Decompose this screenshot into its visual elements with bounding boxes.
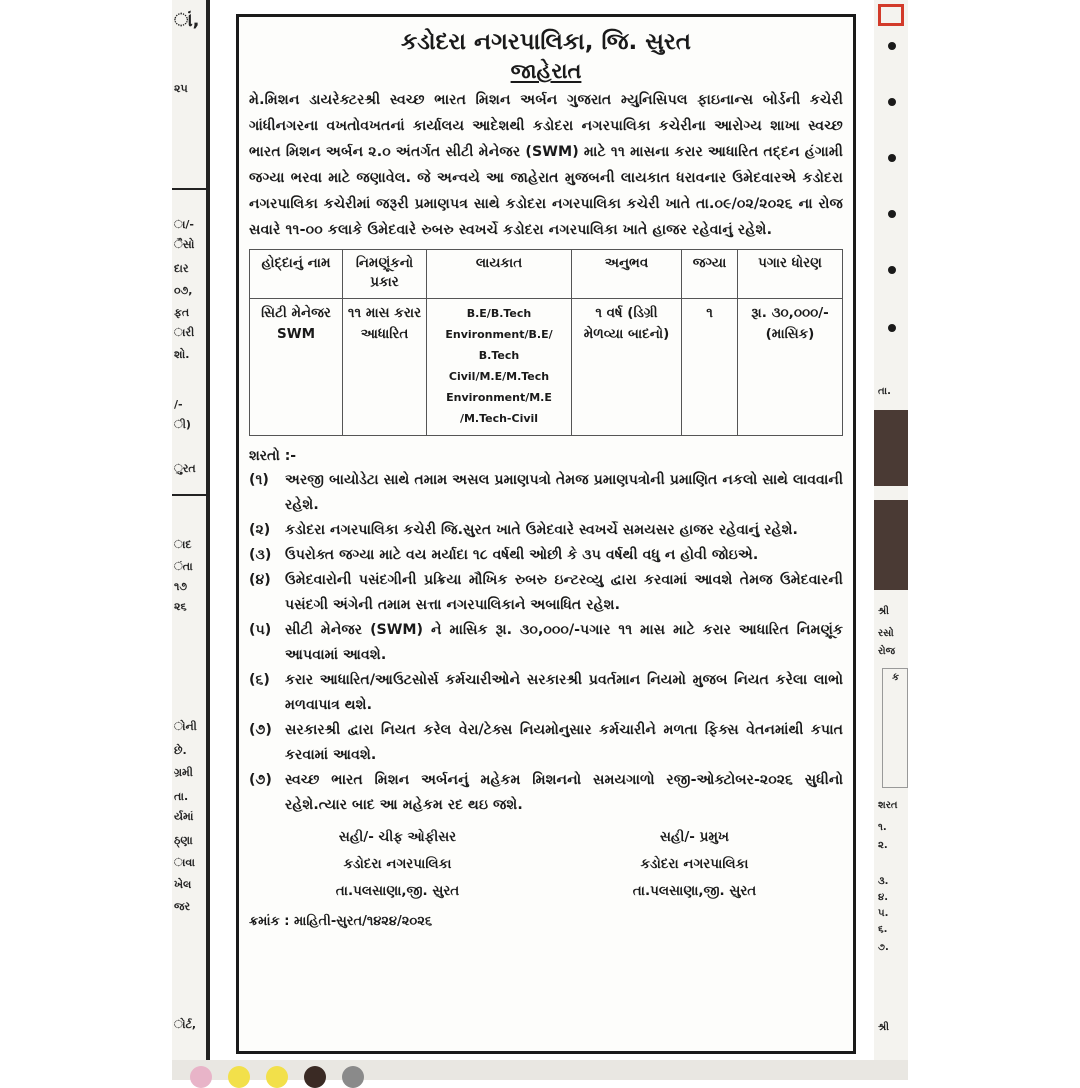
term-text: ઉમેદવારોની પસંદગીની પ્રક્રિયા મૌખિક રુબરુ ઇન્ટરવ્યુ દ્વારા કરવામાં આવશે તેમજ ઉમેદવારની પસંદગી અંગેની તમામ સત્તા નગરપાલિકાને અબાધિત રહેશ. [285,572,843,613]
signature-line: કડોદરા નગરપાલિકા [343,856,452,872]
cell-post: સિટી મેનેજર SWM [250,299,343,436]
term-number: (૩) [249,547,272,563]
advertisement [236,14,856,1054]
vacancy-table [249,249,843,436]
reference-number: ક્રમાંક : માહિતી-સુરત/૧૪૨૪/૨૦૨૬ [249,914,433,929]
terms-list [249,468,843,818]
term-text: સરકારશ્રી દ્વારા નિયત કરેલ વેરા/ટેક્સ નિયમોનુસાર કર્મચારીને મળતા ફિક્સ વેતનમાંથી કપાત કરવામાં આવશે. [285,722,843,763]
term-item [249,543,843,568]
left-fragment: ફત [174,306,190,319]
color-dot [342,1066,364,1088]
right-table-fragment [882,668,908,788]
bullet-icon [888,154,896,162]
cell-qualification: B.E/B.Tech Environment/B.E/ B.Tech Civil/M.E/M.Tech Environment/M.E /M.Tech-Civil [427,299,572,436]
term-text: અરજી બાયોડેટા સાથે તમામ અસલ પ્રમાણપત્રો તેમજ પ્રમાણપત્રોની પ્રમાણિત નકલો સાથે લાવવાની રહેશે. [285,472,843,513]
left-fragment: ૨૬ [174,600,187,613]
left-fragment: ી) [174,418,191,431]
color-dot [228,1066,250,1088]
color-dot [304,1066,326,1088]
bullet-icon [888,210,896,218]
term-number: (૧) [249,472,269,488]
term-item [249,518,843,543]
left-fragment: ોર્ટ, [174,1018,197,1031]
term-number: (૭) [249,722,272,738]
left-fragment: ગ્રમી [174,766,193,779]
right-fragment: ૭. [878,942,889,953]
header-pay-scale: પગાર ધોરણ [738,250,843,299]
photo-fragment [874,410,908,486]
right-fragment: ૧. [878,822,887,833]
color-dot [190,1066,212,1088]
right-fragment: ૬. [878,924,888,935]
signature-line: કડોદરા નગરપાલિકા [640,856,749,872]
bullet-icon [888,266,896,274]
terms-heading: શરતો :- [249,448,297,464]
left-fragment: ાદ [174,538,192,551]
left-fragment: ખેલ [174,878,192,891]
term-number: (૫) [249,622,272,638]
cell-vacancy: ૧ [682,299,738,436]
left-neighbor-column [172,0,206,1080]
term-item [249,668,843,718]
left-fragment: ૦૭, [174,284,193,297]
term-number: (૨) [249,522,271,538]
left-fragment: ારી [174,326,195,339]
header-qualification: લાયકાત [427,250,572,299]
right-fragment: તા. [878,386,891,397]
ad-title: કડોદરા નગરપાલિકા, જિ. સુરત [400,29,692,55]
right-fragment: ૫. [878,908,889,919]
left-fragment: જર [174,900,191,913]
right-fragment: ૪. [878,892,888,903]
term-item [249,618,843,668]
left-fragment: ાવા [174,856,195,869]
left-fragment: ોની [174,720,197,733]
term-item [249,468,843,518]
photo-fragment [874,500,908,590]
signature-president [546,824,843,905]
cell-experience: ૧ વર્ષ (ડિગ્રી મેળવ્યા બાદનો) [572,299,682,436]
left-fragment: શો. [174,348,190,361]
cell-pay: રૂા. ૩૦,૦૦૦/- (માસિક) [738,299,843,436]
signature-line: તા.પલસાણા,જી. સુરત [335,883,460,899]
term-text: કરાર આધારિત/આઉટસોર્સ કર્મચારીઓને સરકારશ્રી પ્રવર્તમાન નિયમો મુજબ નિયત કરેલા લાભો મળવાપાત્ર થશે. [285,672,843,713]
left-fragment: ઠ્ણા [174,834,193,847]
left-fragment: ંતા [174,560,193,573]
left-fragment: ાં, [174,10,200,31]
header-appointment-type: નિમણૂંકનો પ્રકાર [343,250,427,299]
column-divider [172,494,206,496]
left-fragment: /- [174,398,183,411]
column-rule [206,0,210,1080]
ad-intro: મે.મિશન ડાયરેક્ટરશ્રી સ્વચ્છ ભારત મિશન અર્બન ગુજરાત મ્યુનિસિપલ ફાઇનાન્સ બોર્ડની કચેરી ગાંધીનગરના વખતોવખતનાં કાર્યાલય આદેશથી કડોદરા નગરપાલિકા કચેરીના આરોગ્ય શાખા સ્વચ્છ ભારત મિશન અર્બન ૨.૦ અંતર્ગત સીટી મેનેજર (SWM) માટે ૧૧ માસના કરાર આધારિત તદ્દન હંગામી જગ્યા ભરવા માટે જણાવેલ. જે અન્વયે આ જાહેરાત મુજબની લાયકાત ધરાવનાર ઉમેદવારએ કડોદરા નગરપાલિકા કચેરીમાં જરૂરી પ્રમાણપત્ર સાથે કડોદરા નગરપાલિકા કચેરી ખાતે તા.૦૯/૦૨/૨૦૨૬ ના રોજ સવારે ૧૧-૦૦ કલાકે ઉમેદવારે રુબરુ સ્વખર્ચે કડોદરા નગરપાલિકા ખાતે હાજર રહેવાનું રહેશે. [249,92,843,238]
signature-block [249,824,843,905]
term-number: (૪) [249,572,271,588]
bullet-icon [888,42,896,50]
signature-line: સહી/- ચીફ ઓફીસર [338,829,457,845]
right-fragment: રસો [878,628,894,639]
red-box [878,4,904,26]
header-experience: અનુભવ [572,250,682,299]
signature-chief-officer [249,824,546,905]
term-number: (૭) [249,772,272,788]
header-post: હોદ્દાનું નામ [250,250,343,299]
left-fragment: ા/- [174,218,194,231]
left-fragment: ૧૭ [174,580,188,593]
header-vacancy: જગ્યા [682,250,738,299]
term-text: સ્વચ્છ ભારત મિશન અર્બનનું મહેકમ મિશનનો સમયગાળો રજી-ઓક્ટોબર-૨૦૨૬ સુધીનો રહેશે.ત્યાર બાદ આ મહેકમ રદ થઇ જશે. [285,772,843,813]
signature-line: સહી/- પ્રમુખ [659,829,730,845]
left-fragment: ર્યમાં [174,810,194,823]
left-fragment: તા. [174,790,189,803]
right-fragment: શરત [878,800,898,811]
right-fragment: ૩. [878,876,889,887]
table-header-row [250,250,843,299]
bullet-icon [888,98,896,106]
cell-appointment-type: ૧૧ માસ કરાર આધારિત [343,299,427,436]
term-item [249,718,843,768]
ad-subtitle: જાહેરાત [510,59,582,83]
right-fragment: ક [892,672,900,683]
term-item [249,568,843,618]
term-text: કડોદરા નગરપાલિકા કચેરી જિ.સુરત ખાતે ઉમેદવારે સ્વખર્ચે સમયસર હાજર રહેવાનું રહેશે. [285,522,798,538]
right-fragment: રોજ [878,646,896,657]
right-fragment: શ્રી [878,1022,890,1033]
left-fragment: ુરત [174,462,196,475]
right-fragment: ૨. [878,840,888,851]
column-divider [172,188,206,190]
term-text: ઉપરોક્ત જગ્યા માટે વય મર્યાદા ૧૮ વર્ષથી ઓછી કે ૩૫ વર્ષથી વધુ ન હોવી જોઇએ. [285,547,759,563]
left-fragment: દાર [174,262,189,275]
term-text: સીટી મેનેજર (SWM) ને માસિક રૂા. ૩૦,૦૦૦/-પગાર ૧૧ માસ માટે કરાર આધારિત નિમણૂંક આપવામાં આવશે. [285,622,843,663]
term-item [249,768,843,818]
right-fragment: શ્રી [878,606,890,617]
table-row [250,299,843,436]
left-fragment: ૈસો [174,238,195,251]
left-fragment: છે. [174,744,187,757]
color-dot [266,1066,288,1088]
bullet-icon [888,324,896,332]
term-number: (૬) [249,672,270,688]
signature-line: તા.પલસાણા,જી. સુરત [632,883,757,899]
left-fragment: ૨૫ [174,82,188,95]
